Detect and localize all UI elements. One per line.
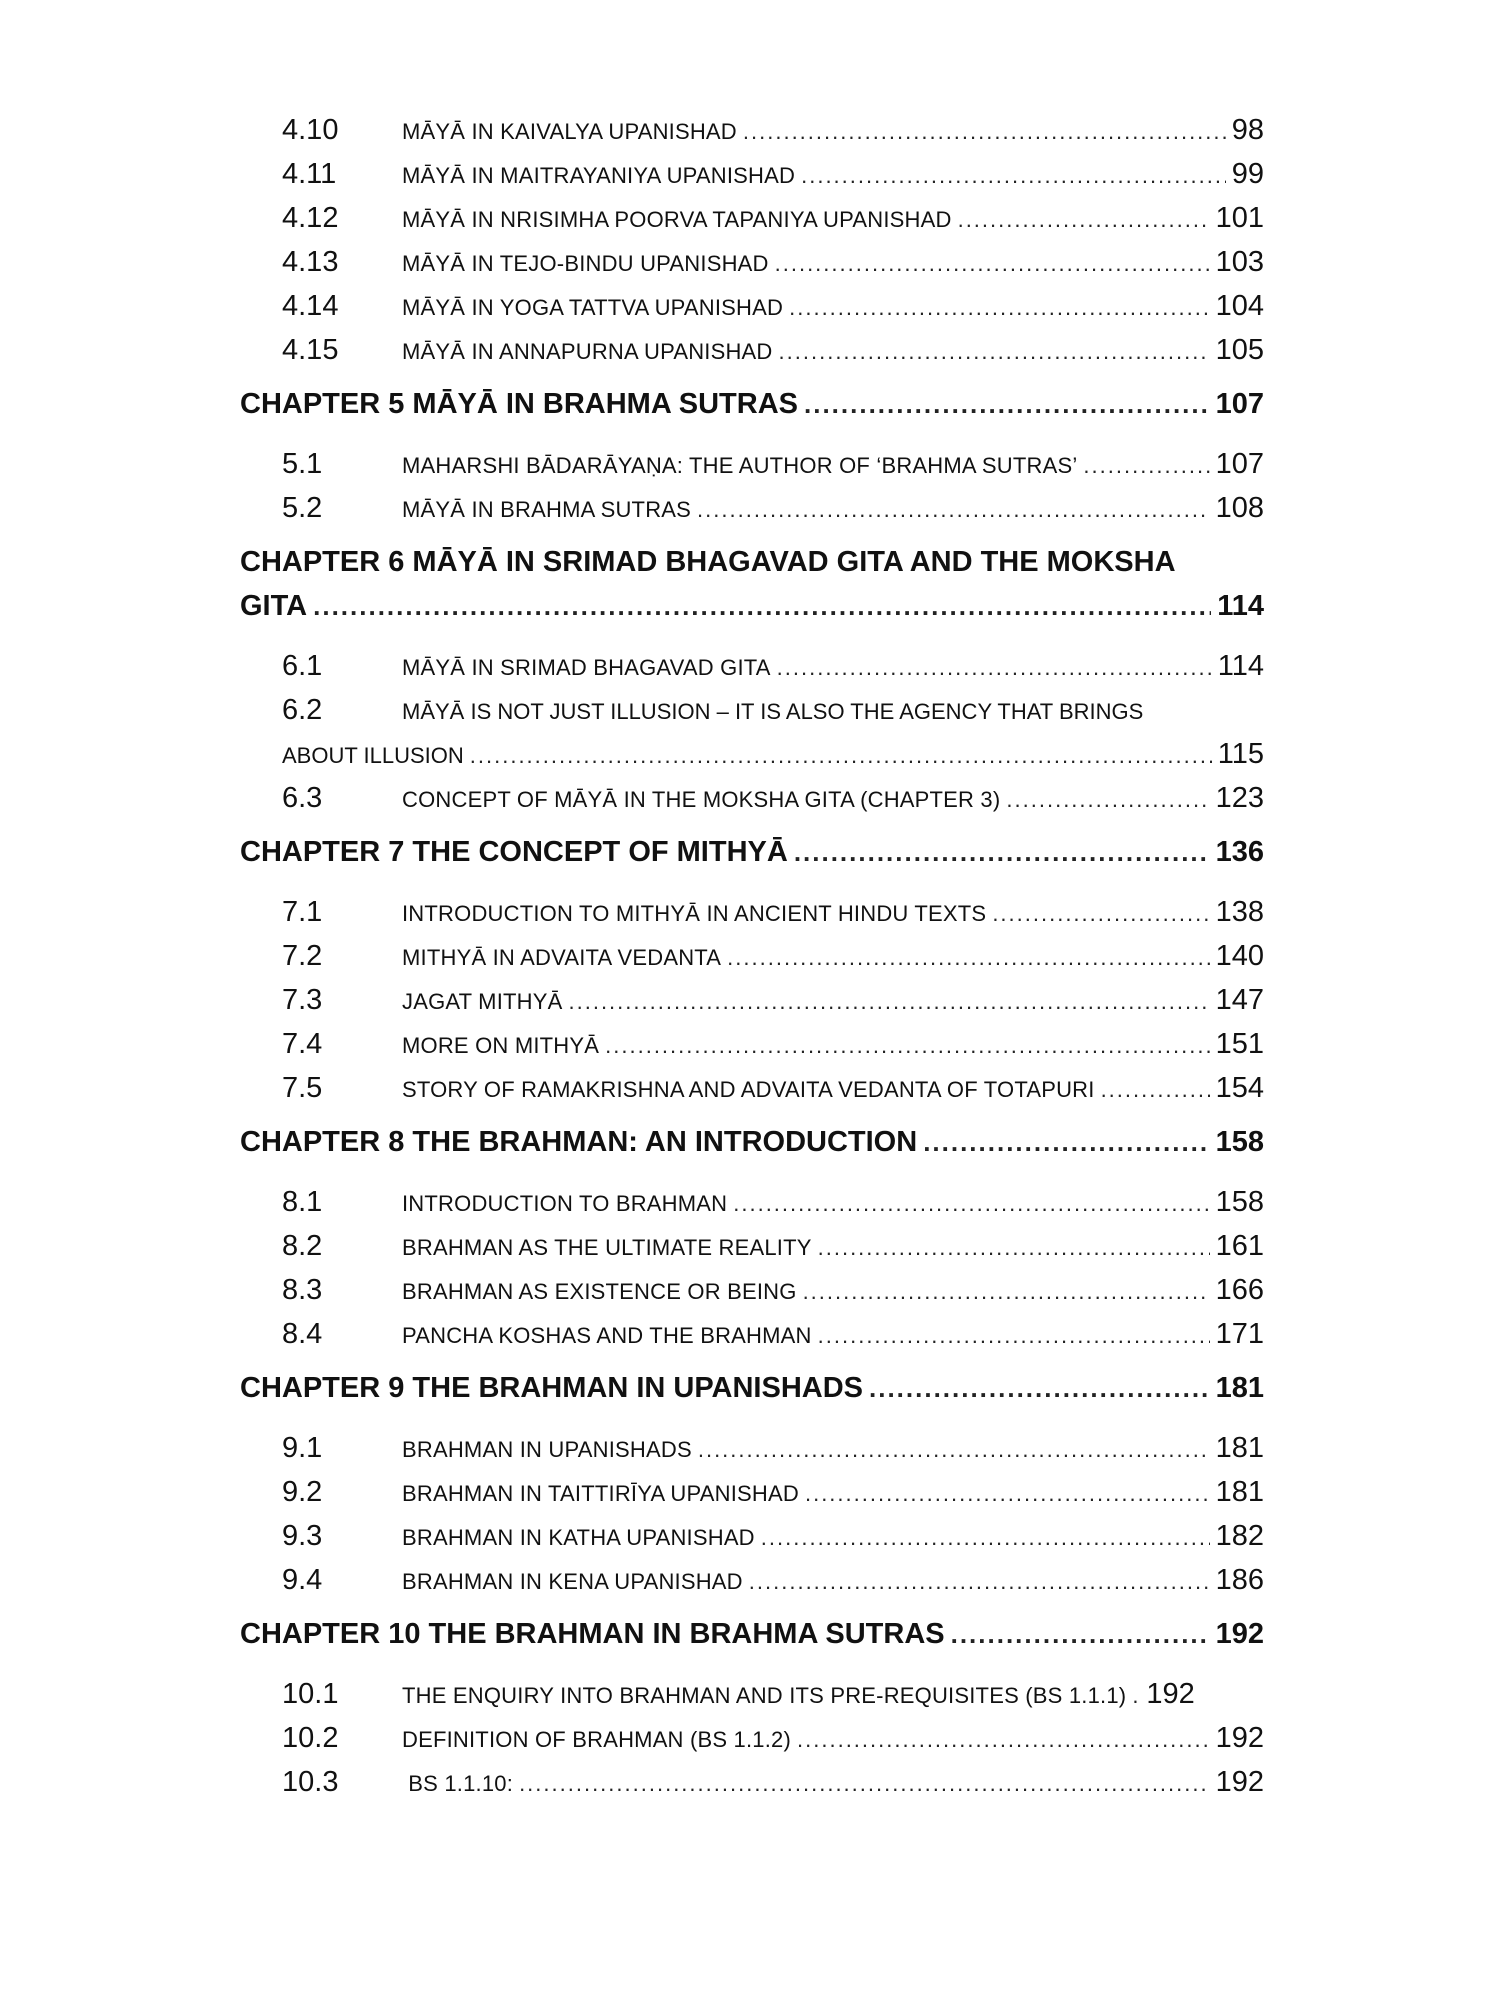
toc-entry-7-2[interactable]: [240, 934, 1264, 978]
toc-entry-4-10[interactable]: [240, 108, 1264, 152]
toc-chapter-9[interactable]: [240, 1366, 1264, 1410]
toc-entry-4-13[interactable]: [240, 240, 1264, 284]
chapter-title: CHAPTER 6 MĀYĀ IN SRIMAD BHAGAVAD GITA AND THE MOKSHA: [240, 546, 1176, 578]
entry-page: 101: [1215, 202, 1264, 234]
dot-leader: [470, 734, 1212, 778]
toc-entry-9-1[interactable]: [240, 1426, 1264, 1470]
toc-entry-8-3[interactable]: [240, 1268, 1264, 1312]
entry-page: 181: [1215, 1476, 1264, 1508]
entry-title: MĀYĀ IN MAITRAYANIYA UPANISHAD: [402, 163, 796, 188]
entry-page: 154: [1215, 1072, 1264, 1104]
table-of-contents: [240, 108, 1264, 1804]
entry-number: 9.3: [282, 1520, 323, 1552]
entry-title: INTRODUCTION TO BRAHMAN: [402, 1191, 728, 1216]
entry-title: MĀYĀ IN ANNAPURNA UPANISHAD: [402, 339, 773, 364]
chapter-page: 192: [1215, 1618, 1264, 1650]
dot-leader: [749, 1560, 1210, 1604]
entry-page: 166: [1215, 1274, 1264, 1306]
entry-number: 9.2: [282, 1476, 323, 1508]
dot-leader: [1083, 444, 1209, 488]
entry-page: 151: [1215, 1028, 1264, 1060]
entry-number: 4.14: [282, 290, 339, 322]
chapter-title: CHAPTER 7 THE CONCEPT OF MITHYĀ: [240, 836, 788, 868]
toc-chapter-6-line1[interactable]: [240, 540, 1264, 584]
dot-leader: [1101, 1068, 1210, 1112]
toc-entry-8-4[interactable]: [240, 1312, 1264, 1356]
entry-title: CONCEPT OF MĀYĀ IN THE MOKSHA GITA (CHAPTER 3): [402, 787, 1001, 812]
dot-leader: [805, 1472, 1210, 1516]
toc-entry-6-1[interactable]: [240, 644, 1264, 688]
toc-entry-5-1[interactable]: [240, 442, 1264, 486]
entry-number: 9.4: [282, 1564, 323, 1596]
entry-number: 7.4: [282, 1028, 323, 1060]
entry-page: 171: [1215, 1318, 1264, 1350]
dot-leader: [697, 488, 1210, 532]
entry-number: 4.12: [282, 202, 339, 234]
entry-title: BRAHMAN IN KENA UPANISHAD: [402, 1569, 743, 1594]
entry-title: MĀYĀ IS NOT JUST ILLUSION – IT IS ALSO THE AGENCY THAT BRINGS: [402, 699, 1144, 724]
entry-title: MĀYĀ IN YOGA TATTVA UPANISHAD: [402, 295, 784, 320]
chapter-page: 158: [1215, 1126, 1264, 1158]
entry-number: 8.3: [282, 1274, 323, 1306]
toc-entry-5-2[interactable]: [240, 486, 1264, 530]
toc-entry-6-2-line1[interactable]: [240, 688, 1264, 732]
entry-number: 8.2: [282, 1230, 323, 1262]
entry-title: INTRODUCTION TO MITHYĀ IN ANCIENT HINDU TEXTS: [402, 901, 987, 926]
entry-title: MAHARSHI BĀDARĀYAṆA: THE AUTHOR OF ‘BRAHMA SUTRAS’: [402, 453, 1078, 478]
toc-entry-4-14[interactable]: [240, 284, 1264, 328]
chapter-page: 136: [1215, 836, 1264, 868]
dot-leader: [779, 330, 1210, 374]
entry-page: 138: [1215, 896, 1264, 928]
dot-leader: [605, 1024, 1209, 1068]
dot-leader: [818, 1226, 1210, 1270]
dot-leader: [743, 110, 1226, 154]
entry-page: 192: [1146, 1678, 1195, 1710]
entry-page: 123: [1215, 782, 1264, 814]
entry-number: 8.1: [282, 1186, 323, 1218]
toc-entry-10-2[interactable]: [240, 1716, 1264, 1760]
entry-page: 192: [1215, 1766, 1264, 1798]
toc-entry-7-1[interactable]: [240, 890, 1264, 934]
entry-number: 5.1: [282, 448, 323, 480]
entry-number: 7.3: [282, 984, 323, 1016]
entry-title: MĀYĀ IN KAIVALYA UPANISHAD: [402, 119, 737, 144]
entry-title: DEFINITION OF BRAHMAN (BS 1.1.2): [402, 1727, 792, 1752]
chapter-title: CHAPTER 9 THE BRAHMAN IN UPANISHADS: [240, 1372, 863, 1404]
entry-page: 107: [1215, 448, 1264, 480]
toc-entry-10-3[interactable]: [240, 1760, 1264, 1804]
dot-leader: [519, 1762, 1210, 1806]
entry-title: MĀYĀ IN TEJO-BINDU UPANISHAD: [402, 251, 769, 276]
toc-chapter-10[interactable]: [240, 1612, 1264, 1656]
entry-number: 6.1: [282, 650, 323, 682]
entry-number: 5.2: [282, 492, 323, 524]
entry-page: 140: [1215, 940, 1264, 972]
entry-title: THE ENQUIRY INTO BRAHMAN AND ITS PRE-REQUISITES (BS 1.1.1): [402, 1683, 1127, 1708]
entry-title: BRAHMAN AS THE ULTIMATE REALITY: [402, 1235, 812, 1260]
dot-leader: [804, 382, 1210, 426]
entry-page: 105: [1215, 334, 1264, 366]
entry-title: MITHYĀ IN ADVAITA VEDANTA: [402, 945, 722, 970]
dot-leader: [313, 584, 1211, 628]
chapter-page: 181: [1215, 1372, 1264, 1404]
entry-title: JAGAT MITHYĀ: [402, 989, 563, 1014]
entry-title: PANCHA KOSHAS AND THE BRAHMAN: [402, 1323, 812, 1348]
dot-leader: [794, 830, 1210, 874]
entry-title: BRAHMAN IN TAITTIRĪYA UPANISHAD: [402, 1481, 799, 1506]
entry-title: BS 1.1.10:: [402, 1771, 514, 1796]
dot-leader: [569, 980, 1210, 1024]
dot-leader: [761, 1516, 1210, 1560]
entry-number: 7.1: [282, 896, 323, 928]
entry-page: 108: [1215, 492, 1264, 524]
entry-number: 10.1: [282, 1678, 339, 1710]
dot-leader: [869, 1366, 1210, 1410]
dot-leader: [801, 154, 1226, 198]
dot-leader: [1132, 1674, 1140, 1718]
entry-page: 192: [1215, 1722, 1264, 1754]
entry-number: 10.3: [282, 1766, 339, 1798]
dot-leader: [775, 242, 1210, 286]
toc-entry-7-3[interactable]: [240, 978, 1264, 1022]
entry-number: 4.11: [282, 158, 337, 190]
dot-leader: [923, 1120, 1209, 1164]
dot-leader: [733, 1182, 1209, 1226]
toc-entry-4-15[interactable]: [240, 328, 1264, 372]
entry-title: BRAHMAN IN UPANISHADS: [402, 1437, 692, 1462]
entry-page: 161: [1215, 1230, 1264, 1262]
entry-title: BRAHMAN IN KATHA UPANISHAD: [402, 1525, 755, 1550]
entry-number: 9.1: [282, 1432, 323, 1464]
toc-entry-7-5[interactable]: [240, 1066, 1264, 1110]
toc-entry-6-3[interactable]: [240, 776, 1264, 820]
entry-title: MĀYĀ IN SRIMAD BHAGAVAD GITA: [402, 655, 771, 680]
dot-leader: [1006, 778, 1209, 822]
toc-chapter-8[interactable]: [240, 1120, 1264, 1164]
entry-page: 103: [1215, 246, 1264, 278]
toc-entry-4-11[interactable]: [240, 152, 1264, 196]
dot-leader: [698, 1428, 1210, 1472]
entry-title: BRAHMAN AS EXISTENCE OR BEING: [402, 1279, 797, 1304]
entry-page: 181: [1215, 1432, 1264, 1464]
entry-page: 104: [1215, 290, 1264, 322]
dot-leader: [777, 646, 1212, 690]
dot-leader: [818, 1314, 1210, 1358]
chapter-title: CHAPTER 10 THE BRAHMAN IN BRAHMA SUTRAS: [240, 1618, 945, 1650]
entry-number: 4.10: [282, 114, 339, 146]
entry-page: 186: [1215, 1564, 1264, 1596]
dot-leader: [992, 892, 1209, 936]
entry-page: 98: [1231, 114, 1264, 146]
dot-leader: [789, 286, 1209, 330]
entry-title: MĀYĀ IN NRISIMHA POORVA TAPANIYA UPANISHAD: [402, 207, 952, 232]
toc-entry-10-1[interactable]: [240, 1672, 1264, 1716]
entry-number: 6.3: [282, 782, 323, 814]
dot-leader: [951, 1612, 1210, 1656]
toc-chapter-7[interactable]: [240, 830, 1264, 874]
toc-entry-7-4[interactable]: [240, 1022, 1264, 1066]
toc-entry-4-12[interactable]: [240, 196, 1264, 240]
entry-title: MĀYĀ IN BRAHMA SUTRAS: [402, 497, 692, 522]
entry-number: 6.2: [282, 694, 323, 726]
entry-number: 10.2: [282, 1722, 339, 1754]
toc-entry-8-1[interactable]: [240, 1180, 1264, 1224]
chapter-title: CHAPTER 8 THE BRAHMAN: AN INTRODUCTION: [240, 1126, 918, 1158]
dot-leader: [803, 1270, 1210, 1314]
chapter-page: 114: [1217, 590, 1264, 622]
entry-page: 99: [1231, 158, 1264, 190]
entry-number: 7.2: [282, 940, 323, 972]
entry-page: 158: [1215, 1186, 1264, 1218]
toc-entry-9-4[interactable]: [240, 1558, 1264, 1602]
entry-title: STORY OF RAMAKRISHNA AND ADVAITA VEDANTA OF TOTAPURI: [402, 1077, 1095, 1102]
entry-page: 114: [1217, 650, 1264, 682]
toc-entry-9-3[interactable]: [240, 1514, 1264, 1558]
entry-number: 7.5: [282, 1072, 323, 1104]
entry-page: 147: [1215, 984, 1264, 1016]
entry-number: 4.13: [282, 246, 339, 278]
entry-title-continued: ABOUT ILLUSION: [282, 743, 464, 768]
chapter-title-continued: GITA: [240, 590, 308, 622]
toc-chapter-6-line2[interactable]: [240, 584, 1264, 628]
dot-leader: [727, 936, 1209, 980]
entry-page: 115: [1217, 738, 1264, 770]
entry-number: 8.4: [282, 1318, 323, 1350]
toc-entry-9-2[interactable]: [240, 1470, 1264, 1514]
dot-leader: [797, 1718, 1210, 1762]
toc-chapter-5[interactable]: [240, 382, 1264, 426]
entry-title: MORE ON MITHYĀ: [402, 1033, 600, 1058]
entry-page: 182: [1215, 1520, 1264, 1552]
toc-entry-6-2-line2[interactable]: [240, 732, 1264, 776]
toc-entry-8-2[interactable]: [240, 1224, 1264, 1268]
chapter-title: CHAPTER 5 MĀYĀ IN BRAHMA SUTRAS: [240, 388, 798, 420]
dot-leader: [958, 198, 1210, 242]
entry-number: 4.15: [282, 334, 339, 366]
chapter-page: 107: [1215, 388, 1264, 420]
